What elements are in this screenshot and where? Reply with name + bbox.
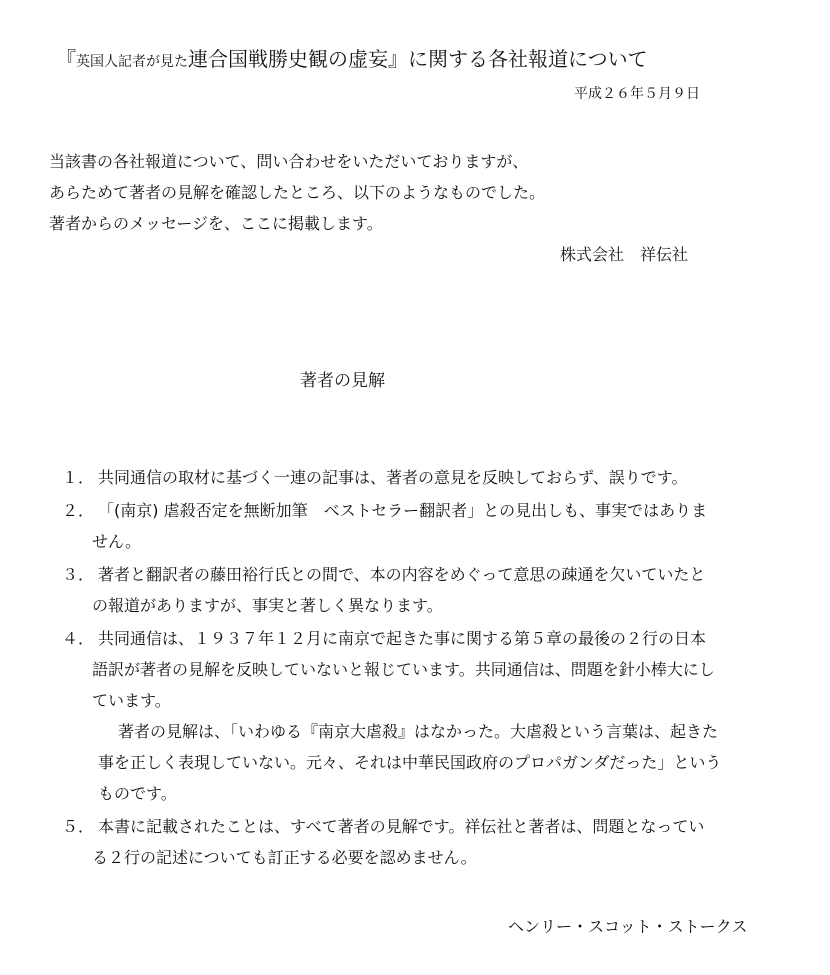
point-number: ５．: [62, 817, 95, 836]
point-number: ３．: [62, 565, 95, 584]
point-line: ています。: [92, 691, 171, 710]
point-line: の報道がありますが、事実と著しく異なります。: [92, 596, 443, 615]
point-line: 本書に記載されたことは、すべて著者の見解です。祥伝社と著者は、問題となってい: [98, 817, 705, 836]
point-line: 語訳が著者の見解を反映していないと報じています。共同通信は、問題を針小棒大にし: [92, 660, 715, 679]
point-line: る２行の記述についても訂正する必要を認めません。: [92, 848, 477, 867]
document-title: [56, 44, 648, 77]
point-number: ４．: [62, 629, 95, 648]
opinion-line: ものです。: [98, 784, 177, 803]
point-number: １．: [62, 468, 95, 487]
intro-paragraph: [49, 146, 769, 239]
point-number: ２．: [62, 501, 95, 520]
point-item: [62, 623, 792, 809]
title-small-part: 英国人記者が見た: [76, 54, 188, 70]
intro-line: 著者からのメッセージを、ここに掲載します。: [49, 214, 383, 233]
author-signature: ヘンリー・スコット・ストークス: [508, 917, 748, 936]
point-line: 共同通信は、１９３７年１２月に南京で起きた事に関する第５章の最後の２行の日本: [98, 629, 707, 648]
point-text: [62, 462, 792, 493]
point-item: [62, 495, 792, 557]
title-main-part: 連合国戦勝史観の虚妄』に関する各社報道について: [188, 47, 648, 71]
section-title: 著者の見解: [300, 371, 385, 391]
opinion-line: 事を正しく表現していない。元々、それは中華民国政府のプロパガンダだった」という: [98, 753, 722, 772]
point-item: [62, 462, 792, 493]
opinion-line: 著者の見解は、「いわゆる『南京大虐殺』はなかった。大虐殺という言葉は、起きた: [118, 722, 719, 741]
point-line: 共同通信の取材に基づく一連の記事は、著者の意見を反映しておらず、誤りです。: [98, 468, 688, 487]
point-line: 「(南京) 虐殺否定を無断加筆 ベストセラー翻訳者」との見出しも、事実ではありま: [98, 501, 708, 520]
point-line: 著者と翻訳者の藤田裕行氏との間で、本の内容をめぐって意思の疎通を欠いていたと: [98, 565, 706, 584]
title-bracket-open: 『: [56, 47, 76, 71]
point-item: [62, 811, 792, 873]
intro-line: 当該書の各社報道について、問い合わせをいただいておりますが、: [49, 152, 529, 171]
point-text: [62, 495, 792, 557]
points-list: [62, 462, 792, 875]
intro-line: あらためて著者の見解を確認したところ、以下のようなものでした。: [49, 183, 546, 202]
point-text: [62, 623, 792, 716]
document-date: 平成２６年５月９日: [574, 86, 700, 102]
point-item: [62, 559, 792, 621]
author-opinion: [74, 716, 792, 809]
point-line: せん。: [92, 532, 141, 551]
point-text: [62, 559, 792, 621]
publisher-name: 株式会社 祥伝社: [560, 245, 689, 264]
point-text: [62, 811, 792, 873]
